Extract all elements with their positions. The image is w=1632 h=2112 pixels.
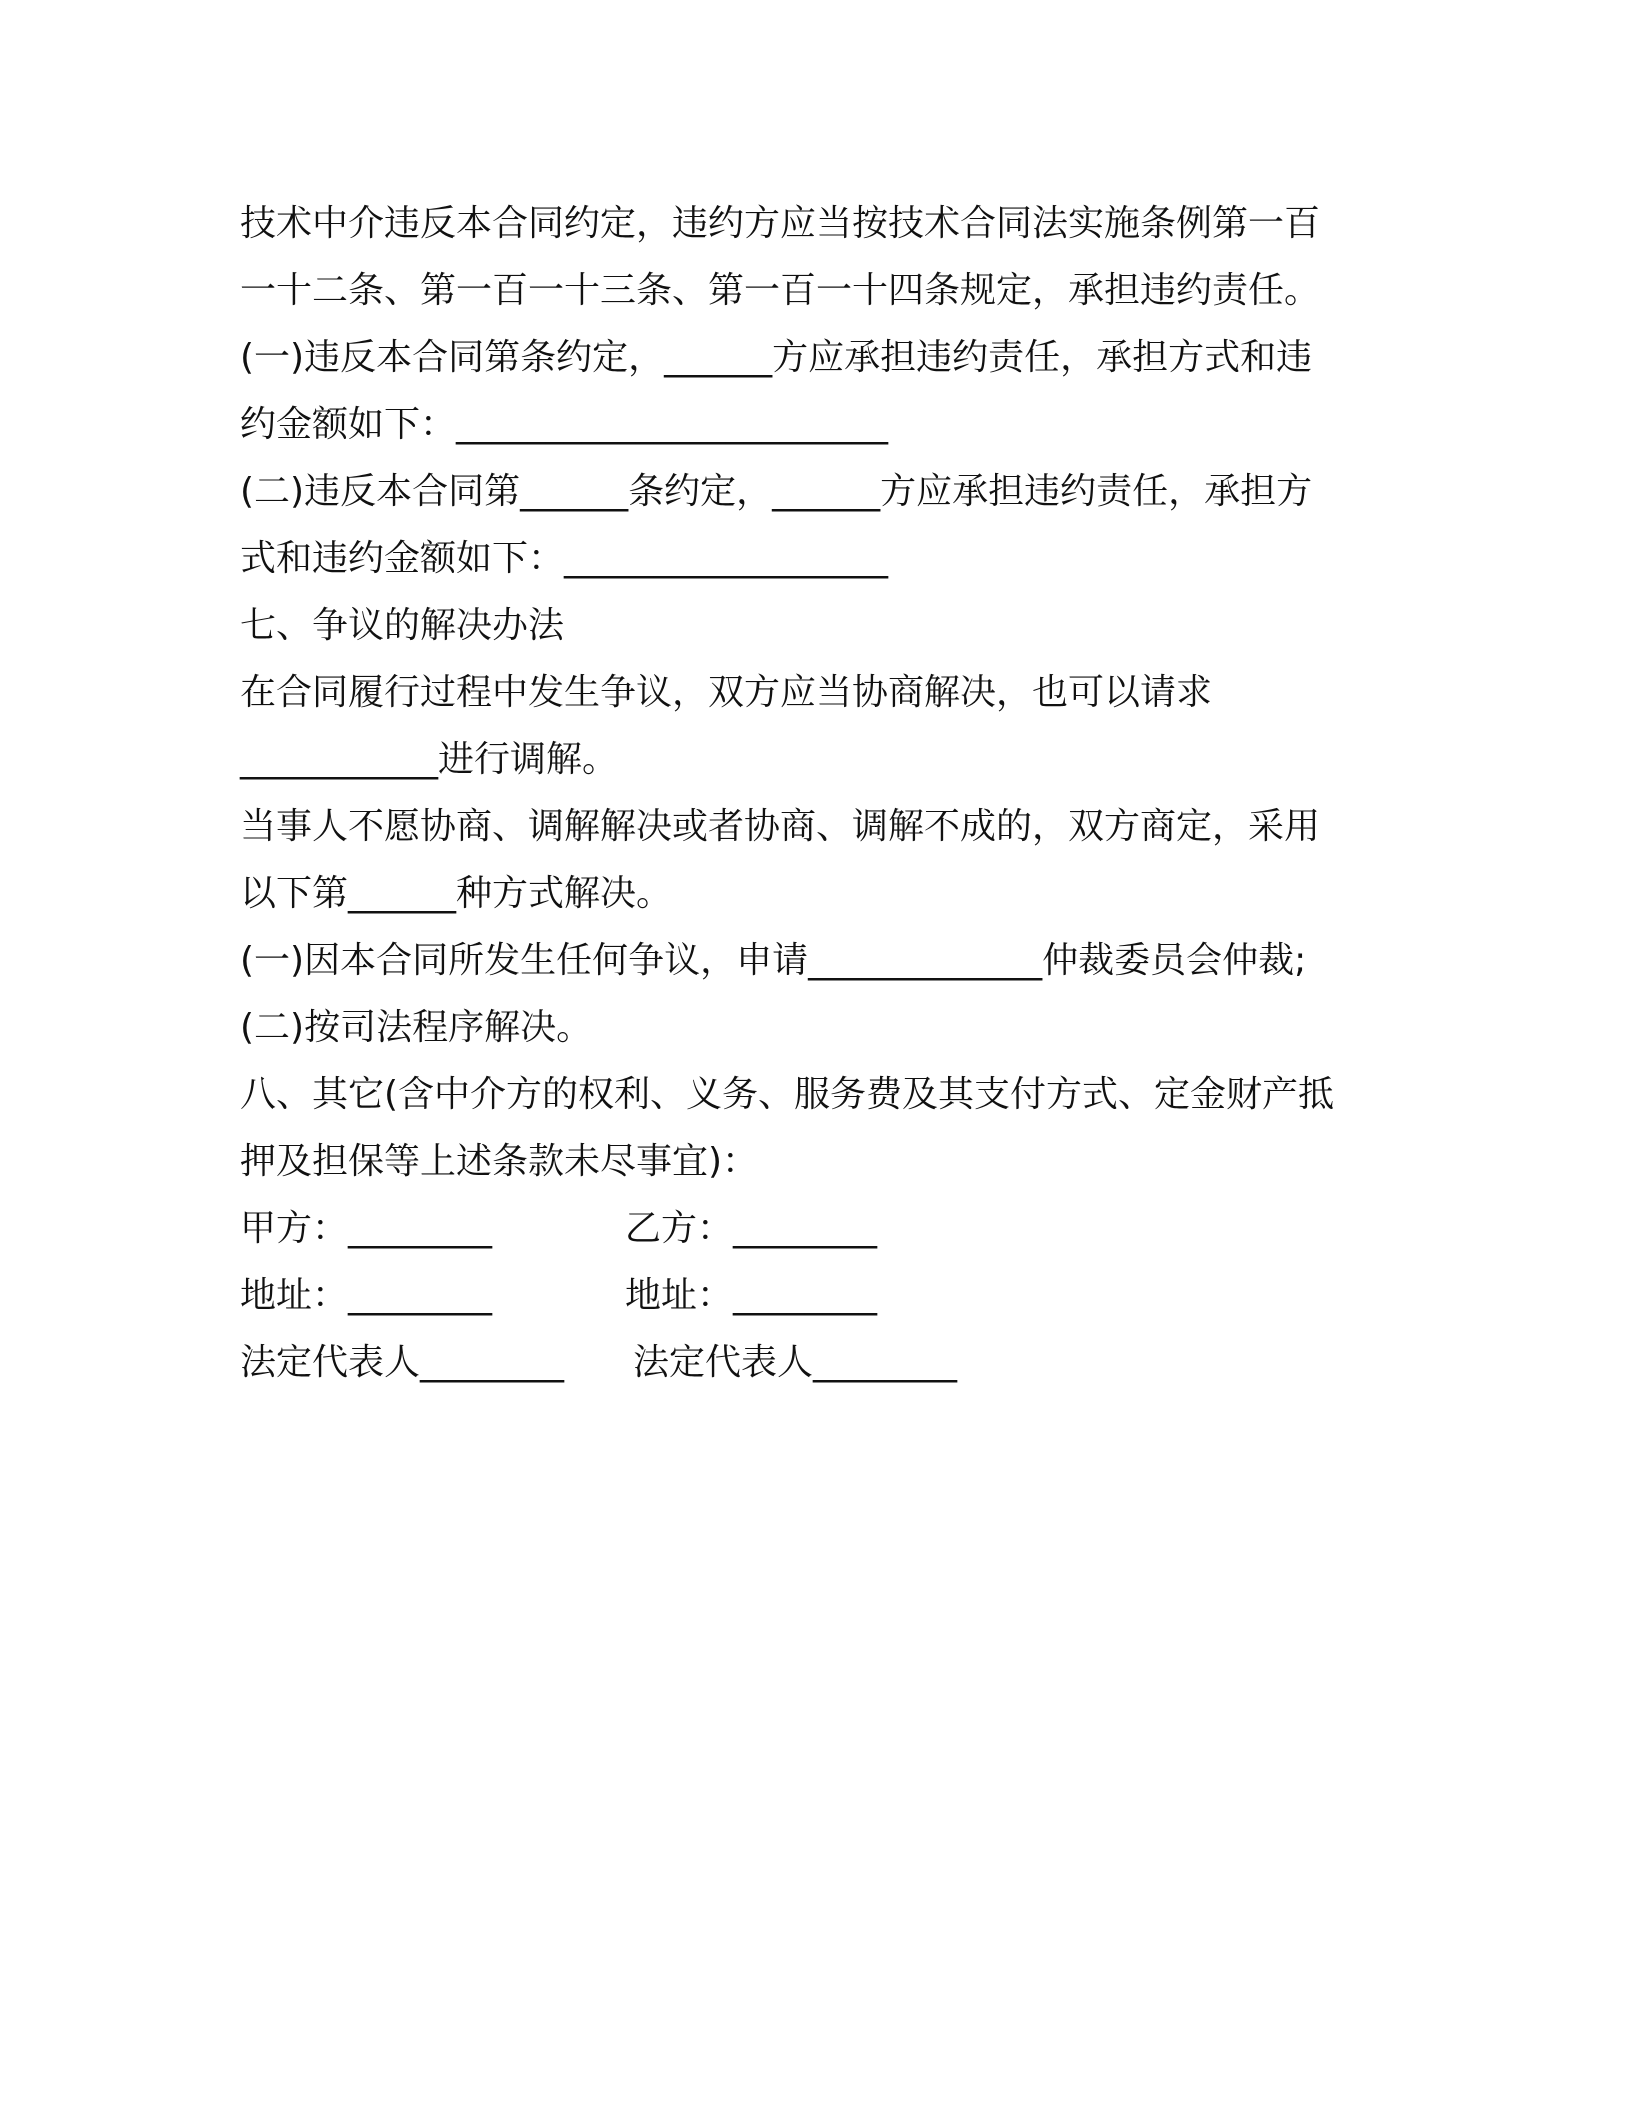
text-line: 技术中介违反本合同约定，违约方应当按技术合同法实施条例第一百 — [240, 203, 1321, 244]
signature-row-representative — [240, 1329, 1390, 1396]
text-line: 以下第______种方式解决。 — [240, 873, 673, 914]
text-line: 约金额如下：________________________ — [240, 404, 889, 445]
party-a-address-field: 地址：________ — [240, 1275, 493, 1316]
party-b-representative-field: 法定代表人________ — [633, 1342, 958, 1383]
party-a-field: 甲方：________ — [240, 1208, 493, 1249]
section-heading: 八、其它(含中介方的权利、义务、服务费及其支付方式、定金财产抵 — [240, 1074, 1335, 1115]
party-a-representative-field: 法定代表人________ — [240, 1342, 565, 1383]
contract-text — [240, 190, 1390, 1396]
section-heading: 七、争议的解决办法 — [240, 605, 565, 646]
text-line: ___________进行调解。 — [240, 739, 619, 780]
clause-item: (二)违反本合同第______条约定，______方应承担违约责任，承担方 — [240, 471, 1313, 512]
text-line: 当事人不愿协商、调解解决或者协商、调解不成的，双方商定，采用 — [240, 806, 1321, 847]
clause-item: (一)因本合同所发生任何争议，申请_____________仲裁委员会仲裁; — [240, 940, 1307, 981]
text-line: 在合同履行过程中发生争议，双方应当协商解决，也可以请求 — [240, 672, 1213, 713]
text-line: 一十二条、第一百一十三条、第一百一十四条规定，承担违约责任。 — [240, 270, 1321, 311]
text-line: 押及担保等上述条款未尽事宜)： — [240, 1141, 759, 1182]
signature-row-address — [240, 1262, 1390, 1329]
clause-item: (一)违反本合同第条约定，______方应承担违约责任，承担方式和违 — [240, 337, 1313, 378]
party-b-field: 乙方：________ — [625, 1208, 878, 1249]
party-b-address-field: 地址：________ — [625, 1275, 878, 1316]
clause-item: (二)按司法程序解决。 — [240, 1007, 593, 1048]
signature-row-party — [240, 1195, 1390, 1262]
text-line: 式和违约金额如下：__________________ — [240, 538, 889, 579]
